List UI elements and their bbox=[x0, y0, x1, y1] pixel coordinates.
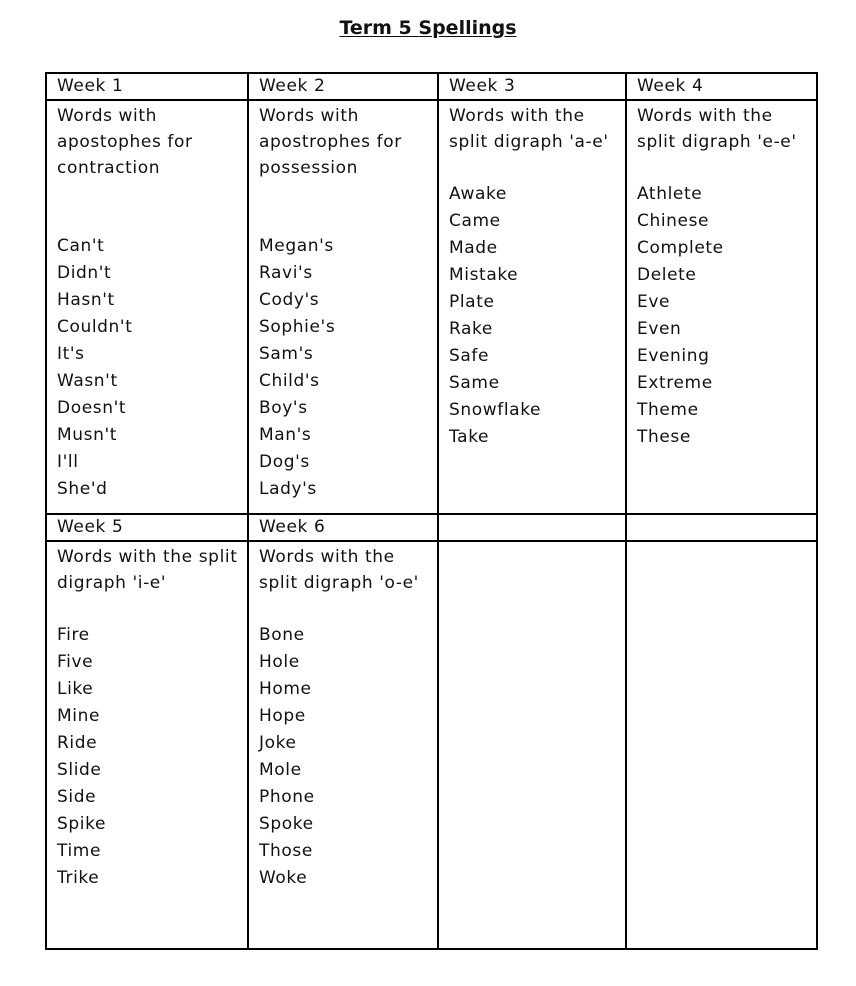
spelling-word: Chinese bbox=[637, 211, 710, 231]
spelling-word: Came bbox=[449, 211, 501, 231]
week-content-row bbox=[46, 541, 817, 949]
spelling-word: Side bbox=[57, 787, 97, 807]
spelling-word: Slide bbox=[57, 760, 102, 780]
word-list bbox=[637, 181, 816, 451]
spelling-word: Safe bbox=[449, 346, 490, 366]
spelling-word: Megan's bbox=[259, 236, 334, 256]
spelling-word: These bbox=[637, 427, 691, 447]
document-title: Term 5 Spellings bbox=[339, 17, 517, 39]
spelling-word: Mine bbox=[57, 706, 101, 726]
spelling-word: Athlete bbox=[637, 184, 703, 204]
spelling-word: Ravi's bbox=[259, 263, 313, 283]
week-header: Week 1 bbox=[46, 73, 248, 100]
spelling-word: Doesn't bbox=[57, 398, 127, 418]
spelling-focus: Words with apostrophes for possession bbox=[259, 106, 402, 178]
spelling-word: Musn't bbox=[57, 425, 118, 445]
spellings-table bbox=[45, 72, 818, 950]
spelling-word: Sam's bbox=[259, 344, 314, 364]
spelling-word: Man's bbox=[259, 425, 312, 445]
spelling-word: Awake bbox=[449, 184, 507, 204]
spelling-word: Spoke bbox=[259, 814, 314, 834]
spelling-word: Rake bbox=[449, 319, 493, 339]
empty-cell bbox=[438, 541, 626, 949]
week-header: Week 3 bbox=[438, 73, 626, 100]
spelling-word: Eve bbox=[637, 292, 671, 312]
spelling-word: Spike bbox=[57, 814, 107, 834]
spelling-word: Snowflake bbox=[449, 400, 542, 420]
spelling-word: Plate bbox=[449, 292, 495, 312]
spelling-focus: Words with apostophes for contraction bbox=[57, 106, 193, 178]
spelling-word: Can't bbox=[57, 236, 105, 256]
spelling-word: Even bbox=[637, 319, 682, 339]
week-cell bbox=[438, 100, 626, 514]
spelling-word: Made bbox=[449, 238, 498, 258]
spelling-focus: Words with the split digraph 'e-e' bbox=[637, 106, 797, 152]
word-list bbox=[449, 181, 625, 451]
spelling-word: Dog's bbox=[259, 452, 310, 472]
spelling-word: Those bbox=[259, 841, 313, 861]
spelling-word: I'll bbox=[57, 452, 79, 472]
spacer bbox=[259, 207, 437, 233]
empty-header bbox=[626, 514, 817, 541]
spelling-word: Theme bbox=[637, 400, 699, 420]
spelling-focus: Words with the split digraph 'i-e' bbox=[57, 547, 238, 593]
spelling-word: Complete bbox=[637, 238, 724, 258]
spelling-word: Phone bbox=[259, 787, 315, 807]
word-list bbox=[259, 622, 437, 892]
spelling-word: Time bbox=[57, 841, 102, 861]
spelling-word: Mistake bbox=[449, 265, 519, 285]
spelling-word: Joke bbox=[259, 733, 297, 753]
spelling-focus: Words with the split digraph 'o-e' bbox=[259, 547, 419, 593]
spelling-word: Ride bbox=[57, 733, 98, 753]
spelling-word: Delete bbox=[637, 265, 697, 285]
spelling-word: Boy's bbox=[259, 398, 308, 418]
spelling-word: Hope bbox=[259, 706, 306, 726]
spelling-word: Didn't bbox=[57, 263, 112, 283]
week-header: Week 4 bbox=[626, 73, 817, 100]
week-header: Week 5 bbox=[46, 514, 248, 541]
spelling-word: Take bbox=[449, 427, 490, 447]
spelling-word: Wasn't bbox=[57, 371, 118, 391]
spelling-word: Extreme bbox=[637, 373, 713, 393]
spelling-word: Cody's bbox=[259, 290, 320, 310]
week-cell bbox=[46, 541, 248, 949]
spelling-word: Same bbox=[449, 373, 500, 393]
spelling-word: Like bbox=[57, 679, 94, 699]
week-cell bbox=[626, 100, 817, 514]
spelling-word: Evening bbox=[637, 346, 710, 366]
spelling-word: Fire bbox=[57, 625, 90, 645]
spelling-word: Bone bbox=[259, 625, 305, 645]
week-header-row bbox=[46, 73, 817, 100]
week-cell bbox=[248, 100, 438, 514]
spelling-word: Hasn't bbox=[57, 290, 115, 310]
spelling-word: Hole bbox=[259, 652, 300, 672]
week-header: Week 6 bbox=[248, 514, 438, 541]
week-cell bbox=[46, 100, 248, 514]
empty-cell bbox=[626, 541, 817, 949]
spacer bbox=[57, 207, 247, 233]
spelling-word: Mole bbox=[259, 760, 302, 780]
spelling-word: Five bbox=[57, 652, 94, 672]
spelling-word: Trike bbox=[57, 868, 100, 888]
spelling-word: Child's bbox=[259, 371, 320, 391]
spelling-word: Woke bbox=[259, 868, 308, 888]
spelling-word: Couldn't bbox=[57, 317, 133, 337]
spelling-word: Sophie's bbox=[259, 317, 336, 337]
word-list bbox=[57, 622, 247, 892]
week-cell bbox=[248, 541, 438, 949]
spelling-word: It's bbox=[57, 344, 85, 364]
empty-header bbox=[438, 514, 626, 541]
spelling-word: Home bbox=[259, 679, 312, 699]
week-header: Week 2 bbox=[248, 73, 438, 100]
spelling-word: She'd bbox=[57, 479, 108, 499]
week-header-row bbox=[46, 514, 817, 541]
word-list bbox=[57, 233, 247, 503]
spelling-word: Lady's bbox=[259, 479, 317, 499]
word-list bbox=[259, 233, 437, 503]
week-content-row bbox=[46, 100, 817, 514]
spelling-focus: Words with the split digraph 'a-e' bbox=[449, 106, 609, 152]
